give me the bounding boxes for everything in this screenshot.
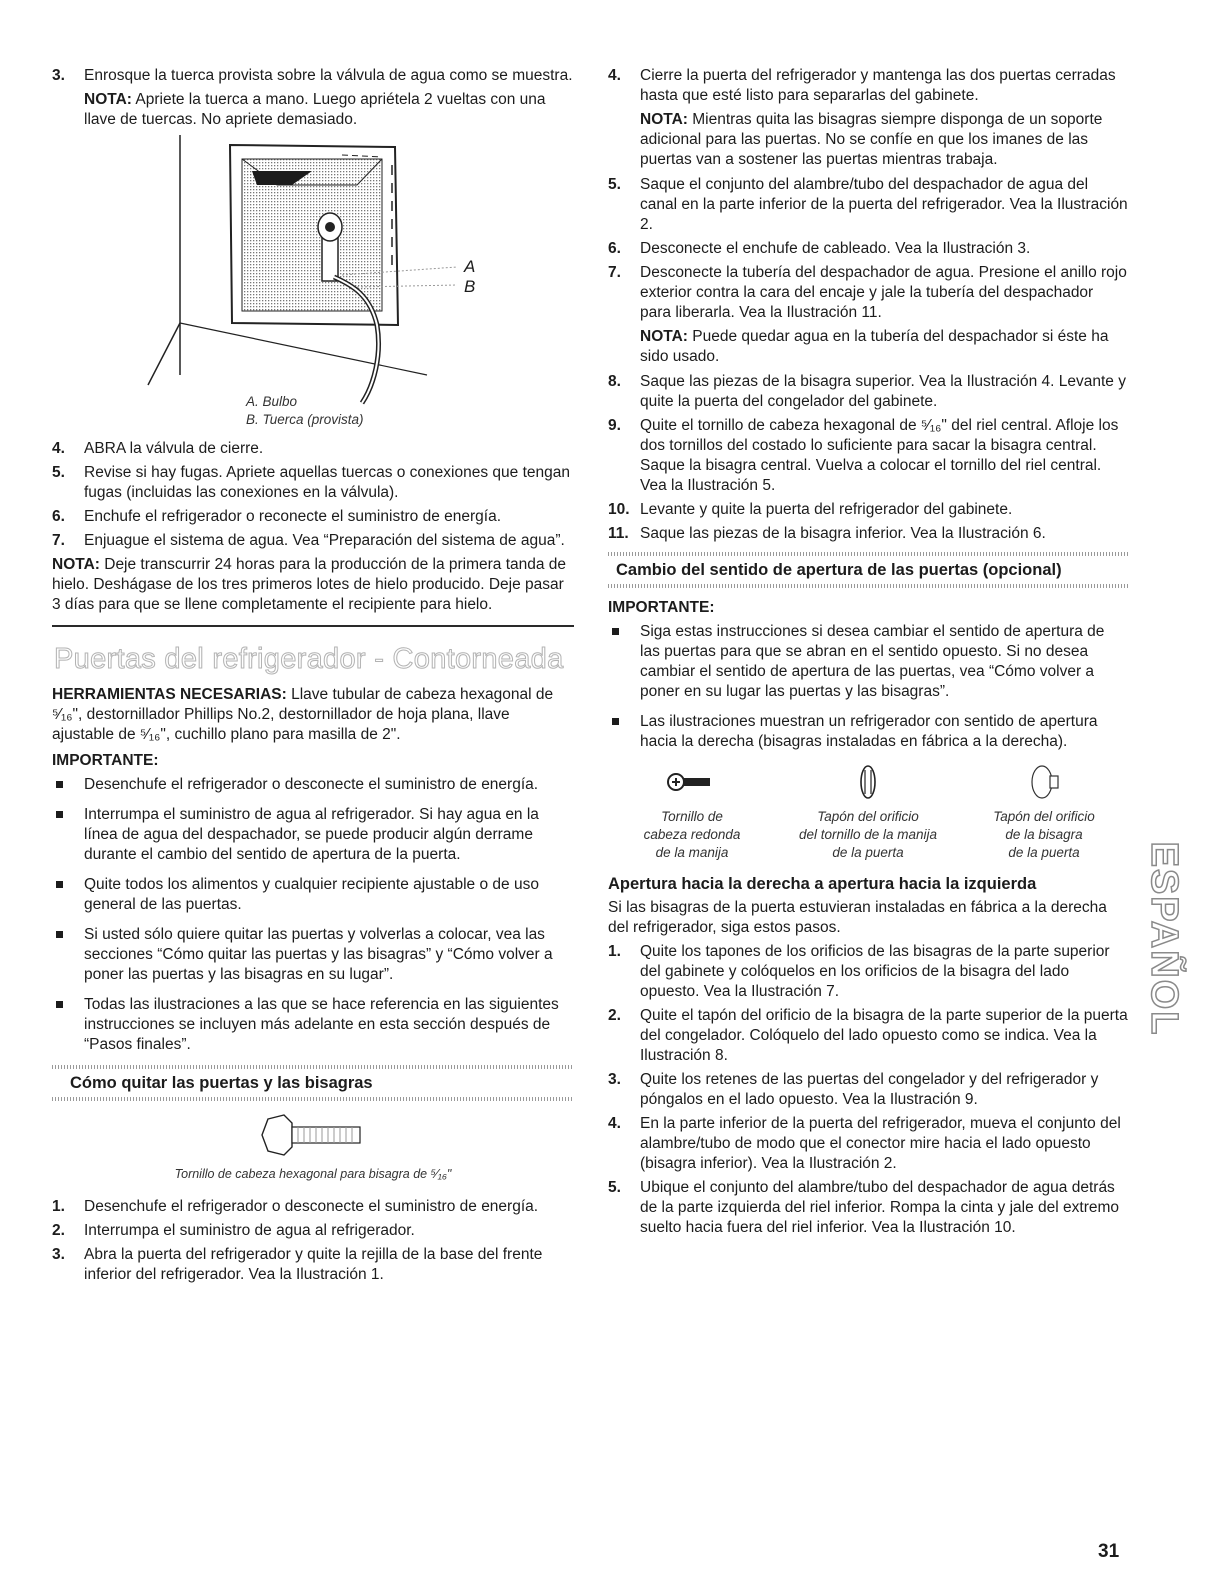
- parts-row: [608, 762, 1128, 862]
- hinge-hole-plug-icon: [1024, 762, 1064, 802]
- bullet-item: Todas las ilustraciones a las que se hace referencia en las siguientes instrucciones se incluyen más adelante en esta sección después de “Pasos finales”.: [52, 995, 574, 1055]
- step-item: 5. Revise si hay fugas. Apriete aquellas tuercas o conexiones que tengan fugas (incluidas las conexiones en la válvula).: [52, 464, 570, 501]
- step-item: 3. Quite los retenes de las puertas del congelador y del refrigerador y póngalos en el lado opuesto. Vea la Ilustración 9.: [608, 1071, 1099, 1108]
- step-item: 5. Ubique el conjunto del alambre/tubo del despachador de agua detrás de la parte izquierda del riel inferior. Rompa la cinta y jale del extremo suelto hacia fuera del riel inferior. Vea la Ilustración 10.: [608, 1179, 1120, 1236]
- figure-label-a: A: [464, 257, 476, 276]
- remove-steps: [52, 1197, 574, 1285]
- step-item: 3. Abra la puerta del refrigerador y quite la rejilla de la base del frente inferior del refrigerador. Vea la Ilustración 1.: [52, 1246, 543, 1283]
- step-item: 10. Levante y quite la puerta del refrigerador del gabinete.: [608, 501, 1013, 518]
- step-item: 2. Quite el tapón del orificio de la bisagra de la parte superior de la puerta del congelador. Colóquelo del lado opuesto como se indica. Vea la Ilustración 8.: [608, 1007, 1128, 1064]
- step-4-close-doors: 4. Cierre la puerta del refrigerador y mantenga las dos puertas cerradas hasta que esté listo para separarlas del gabinete.: [608, 67, 1116, 104]
- caption-a: A. Bulbo: [246, 394, 298, 409]
- step-item: 6. Enchufe el refrigerador o reconecte el suministro de energía.: [52, 508, 502, 525]
- figure-water-valve: [52, 135, 574, 427]
- note-support-doors: NOTA: Mientras quita las bisagras siempre disponga de un soporte adicional para las puertas. No se confíe en que los imanes de las puertas van a sostener las puertas mientras trabaja.: [640, 111, 1103, 168]
- step-item: 4. ABRA la válvula de cierre.: [52, 440, 264, 457]
- intro-text: Si las bisagras de la puerta estuvieran instaladas en fábrica a la derecha del refrigerador, siga estos pasos.: [608, 899, 1107, 936]
- part-hinge-plug: Tapón del orificio de la bisagra de la puerta: [964, 762, 1124, 862]
- tools-needed: HERRAMIENTAS NECESARIAS: Llave tubular de cabeza hexagonal de ⁵⁄₁₆", destornillador Phillips No.2, destornillador de hoja plana, llave ajustable de ⁵⁄₁₆", cuchillo plano para masilla de 2".: [52, 686, 554, 743]
- step-item: 4. En la parte inferior de la puerta del refrigerador, mueva el conjunto del alambre/tubo de modo que el conector mire hacia el lado opuesto (bisagra inferior). Vea la Ilustración 2.: [608, 1115, 1121, 1172]
- steps-4-7: [52, 439, 574, 551]
- figure-label-b: B: [464, 277, 476, 296]
- important-label: IMPORTANTE:: [52, 752, 159, 769]
- step-item: 7. Desconecte la tubería del despachador de agua. Presione el anillo rojo exterior contra la cara del encaje y jale la tubería del despachador para liberarla. Vea la Ilustración 11.: [608, 264, 1127, 321]
- page-number: 31: [1098, 1541, 1120, 1562]
- bullet-item: Desenchufe el refrigerador o desconecte el suministro de energía.: [52, 775, 574, 795]
- subsection-title-reverse: Cambio del sentido de apertura de las puertas (opcional): [616, 561, 1062, 579]
- step-item: 8. Saque las piezas de la bisagra superior. Vea la Ilustración 4. Levante y quite la puerta del congelador del gabinete.: [608, 373, 1126, 410]
- hex-bolt-icon: [258, 1113, 368, 1157]
- bullet-item: Interrumpa el suministro de agua al refrigerador. Si hay agua en la línea de agua del despachador, se puede producir algún derrame durante el cambio del sentido de apertura de la puerta.: [52, 805, 574, 865]
- step-item: 2. Interrumpa el suministro de agua al refrigerador.: [52, 1222, 415, 1239]
- important-label: IMPORTANTE:: [608, 599, 715, 616]
- section-divider: [52, 625, 574, 627]
- step-item: 11. Saque las piezas de la bisagra inferior. Vea la Ilustración 6.: [608, 525, 1046, 542]
- water-valve-illustration: [52, 135, 574, 423]
- step-item: 1. Quite los tapones de los orificios de las bisagras de la parte superior del gabinete y colóquelos en los orificios de la bisagra del lado opuesto. Vea la Ilustración 7.: [608, 943, 1110, 1000]
- dotted-rule: [52, 1097, 574, 1101]
- part-handle-screw: Tornillo de cabeza redonda de la manija: [612, 762, 772, 862]
- section-head-right-to-left: Apertura hacia la derecha a apertura hacia la izquierda: [608, 875, 1037, 893]
- hex-bolt-figure: [52, 1113, 574, 1183]
- right-column: [608, 66, 1128, 1242]
- step-item: 9. Quite el tornillo de cabeza hexagonal de ⁵⁄₁₆" del riel central. Afloje los dos tornillos del costado lo suficiente para sacar la bisagra central. Saque la bisagra central. Vuelva a colocar el tornillo del riel central. Vea la Ilustración 5.: [608, 417, 1119, 494]
- bullet-item: Siga estas instrucciones si desea cambiar el sentido de apertura de las puertas para que se abran en el sentido opuesto. Si no desea cambiar el sentido de apertura de las puertas, vea “Cómo volver a poner en su lugar las puertas y las bisagras”.: [608, 622, 1128, 702]
- bullet-item: Las ilustraciones muestran un refrigerador con sentido de apertura hacia la derecha (bisagras instaladas en fábrica a la derecha).: [608, 712, 1128, 752]
- side-tab-label: ESPAÑOL: [1143, 841, 1185, 1037]
- step-item: 1. Desenchufe el refrigerador o desconecte el suministro de energía.: [52, 1198, 539, 1215]
- note-ice: NOTA: Deje transcurrir 24 horas para la producción de la primera tanda de hielo. Deshágase de los tres primeros lotes de hielo producido. Deje pasar 3 días para que se llene completamente el recipiente para hielo.: [52, 556, 567, 613]
- caption-b: B. Tuerca (provista): [246, 412, 364, 427]
- left-column: [52, 66, 574, 1289]
- part-handle-plug: Tapón del orificio del tornillo de la manija de la puerta: [773, 762, 963, 862]
- note-water-tubing: NOTA: Puede quedar agua en la tubería del despachador si éste ha sido usado.: [640, 328, 1109, 365]
- step-item: 6. Desconecte el enchufe de cableado. Vea la Ilustración 3.: [608, 240, 1031, 257]
- subsection-title-remove: Cómo quitar las puertas y las bisagras: [70, 1074, 373, 1092]
- round-head-screw-icon: [662, 762, 722, 802]
- bolt-caption: Tornillo de cabeza hexagonal para bisagra de ⁵⁄₁₆": [174, 1167, 452, 1181]
- bullet-item: Quite todos los alimentos y cualquier recipiente ajustable o de uso general de las puertas.: [52, 875, 574, 915]
- step-item: 7. Enjuague el sistema de agua. Vea “Preparación del sistema de agua”.: [52, 532, 565, 549]
- step-3-thread-nut: 3. Enrosque la tuerca provista sobre la válvula de agua como se muestra.: [52, 67, 573, 84]
- handle-hole-plug-icon: [848, 762, 888, 802]
- language-side-tab: [1143, 820, 1185, 1060]
- step-item: 5. Saque el conjunto del alambre/tubo del despachador de agua del canal en la parte inferior de la puerta del refrigerador. Vea la Ilustración 2.: [608, 176, 1128, 233]
- bullet-item: Si usted sólo quiere quitar las puertas y volverlas a colocar, vea las secciones “Cómo quitar las puertas y las bisagras” y “Cómo volver a poner las puertas y las bisagras en su lugar”.: [52, 925, 574, 985]
- dotted-rule: [608, 584, 1128, 588]
- note-tighten: NOTA: Apriete la tuerca a mano. Luego apriétela 2 vueltas con una llave de tuercas. No apriete demasiado.: [84, 91, 546, 128]
- section-title-doors: Puertas del refrigerador - Contorneada: [54, 643, 564, 675]
